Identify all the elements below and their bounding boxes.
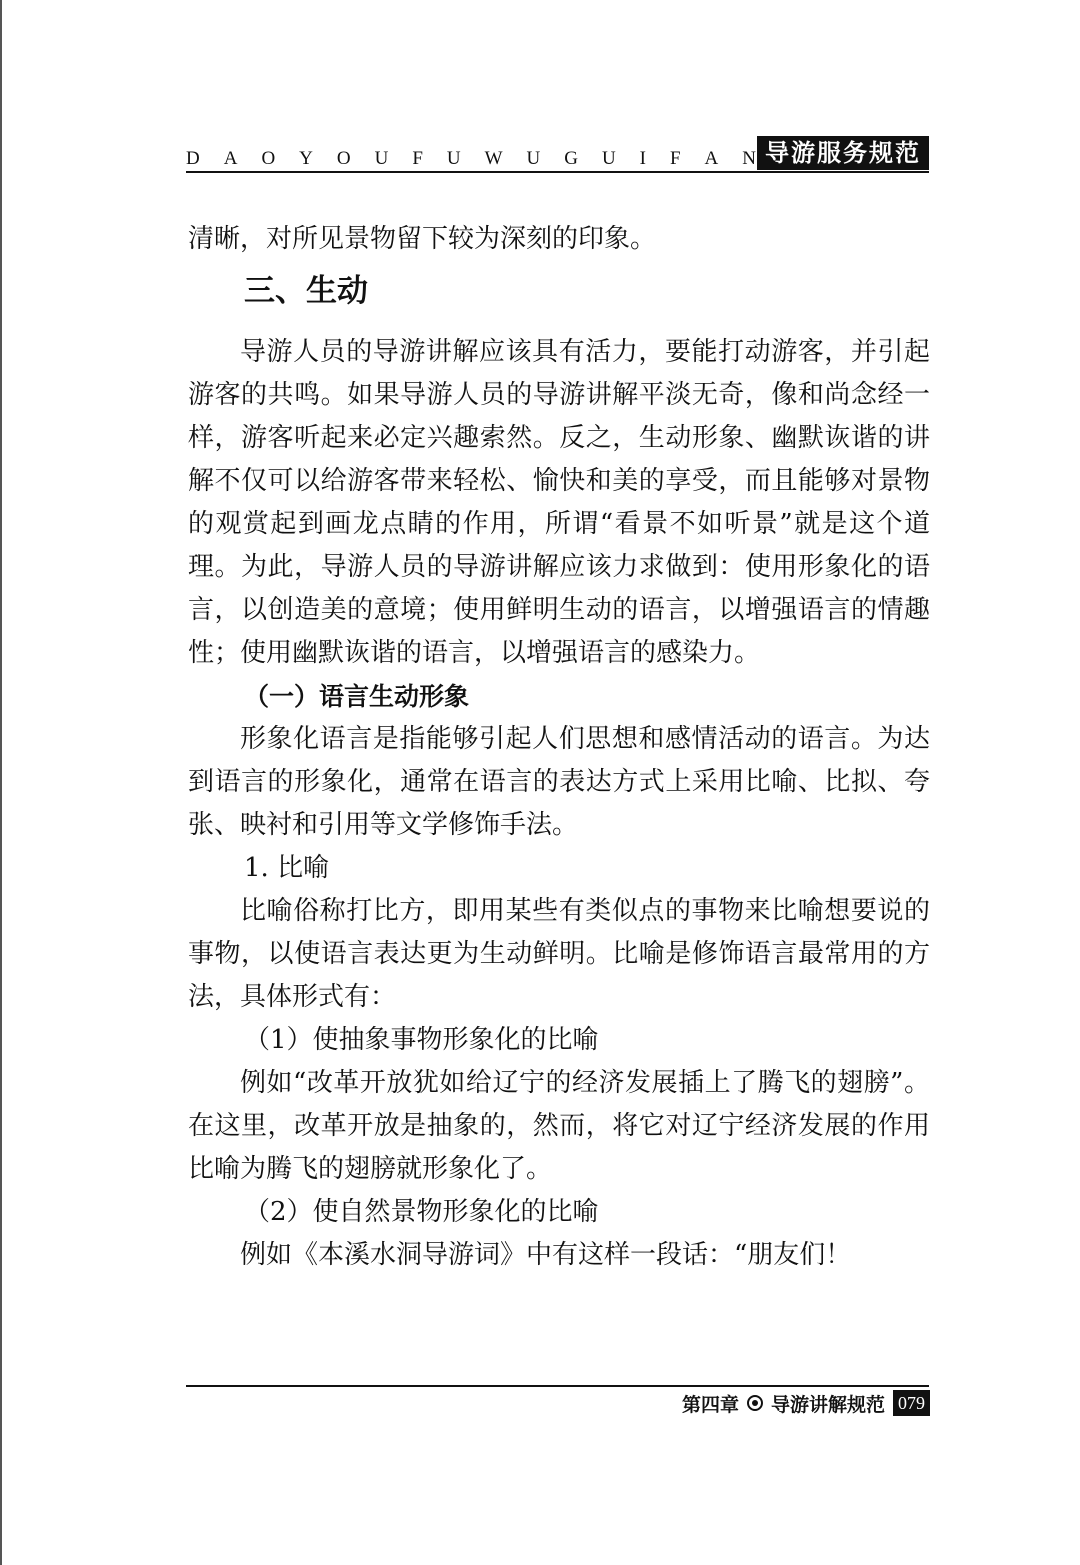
footer-section: 导游讲解规范 bbox=[770, 1393, 885, 1416]
header-letter: O bbox=[336, 148, 351, 169]
item-heading: （1）使抽象事物形象化的比喻 bbox=[244, 1025, 599, 1055]
subsection-heading: （一）语言生动形象 bbox=[244, 682, 470, 711]
header-letter: F bbox=[669, 148, 681, 169]
bullet-icon bbox=[747, 1395, 763, 1411]
header-letter: G bbox=[564, 148, 578, 169]
paragraph: 清晰，对所见景物留下较为深刻的印象。 bbox=[188, 224, 657, 254]
paragraph: 例如“改革开放犹如给辽宁的经济发展插上了腾飞的翅膀”。在这里，改革开放是抽象的，然而，将它对辽宁经济发展的作用比喻为腾飞的翅膀就形象化了。 bbox=[188, 1068, 930, 1184]
header-letter: U bbox=[446, 148, 461, 169]
page-number: 079 bbox=[893, 1390, 930, 1416]
item-heading: 1. 比喻 bbox=[244, 853, 330, 883]
section-heading: 三、生动 bbox=[244, 273, 368, 309]
header-letter: I bbox=[639, 148, 646, 169]
header-letter: F bbox=[412, 148, 423, 169]
header-letter: U bbox=[526, 148, 541, 169]
header-letter: O bbox=[261, 148, 276, 169]
header-letter: U bbox=[601, 148, 616, 169]
running-header bbox=[186, 136, 929, 170]
footer-rule bbox=[186, 1385, 929, 1387]
header-letter: A bbox=[223, 148, 238, 169]
paragraph: 导游人员的导游讲解应该具有活力，要能打动游客，并引起游客的共鸣。如果导游人员的导游讲解平淡无奇，像和尚念经一样，游客听起来必定兴趣索然。反之，生动形象、幽默诙谐的讲解不仅可以给游客带来轻松、愉快和美的享受，而且能够对景物的观赏起到画龙点睛的作用，所谓“看景不如听景”就是这个道理。为此，导游人员的导游讲解应该力求做到：使用形象化的语言，以创造美的意境；使用鲜明生动的语言，以增强语言的情趣性；使用幽默诙谐的语言，以增强语言的感染力。 bbox=[188, 337, 930, 668]
header-letter: N bbox=[742, 148, 756, 169]
header-letter: A bbox=[704, 148, 719, 169]
paragraph: 比喻俗称打比方，即用某些有类似点的事物来比喻想要说的事物，以使语言表达更为生动鲜明。比喻是修饰语言最常用的方法，具体形式有： bbox=[188, 896, 930, 1012]
header-book-title: 导游服务规范 bbox=[757, 136, 929, 170]
page-body bbox=[188, 218, 930, 1277]
page-left-edge bbox=[0, 0, 2, 1565]
paragraph: 例如《本溪水洞导游词》中有这样一段话：“朋友们！ bbox=[240, 1240, 852, 1270]
header-letter: D bbox=[186, 148, 200, 169]
footer-chapter: 第四章 bbox=[681, 1393, 739, 1416]
item-heading: （2）使自然景物形象化的比喻 bbox=[244, 1197, 599, 1227]
header-letter: U bbox=[374, 148, 389, 169]
header-pinyin-letters bbox=[186, 144, 756, 170]
header-letter: W bbox=[484, 148, 503, 169]
running-footer bbox=[682, 1388, 930, 1418]
header-letter: Y bbox=[299, 148, 313, 169]
header-rule bbox=[186, 171, 929, 173]
paragraph: 形象化语言是指能够引起人们思想和感情活动的语言。为达到语言的形象化，通常在语言的表达方式上采用比喻、比拟、夸张、映衬和引用等文学修饰手法。 bbox=[188, 724, 930, 840]
